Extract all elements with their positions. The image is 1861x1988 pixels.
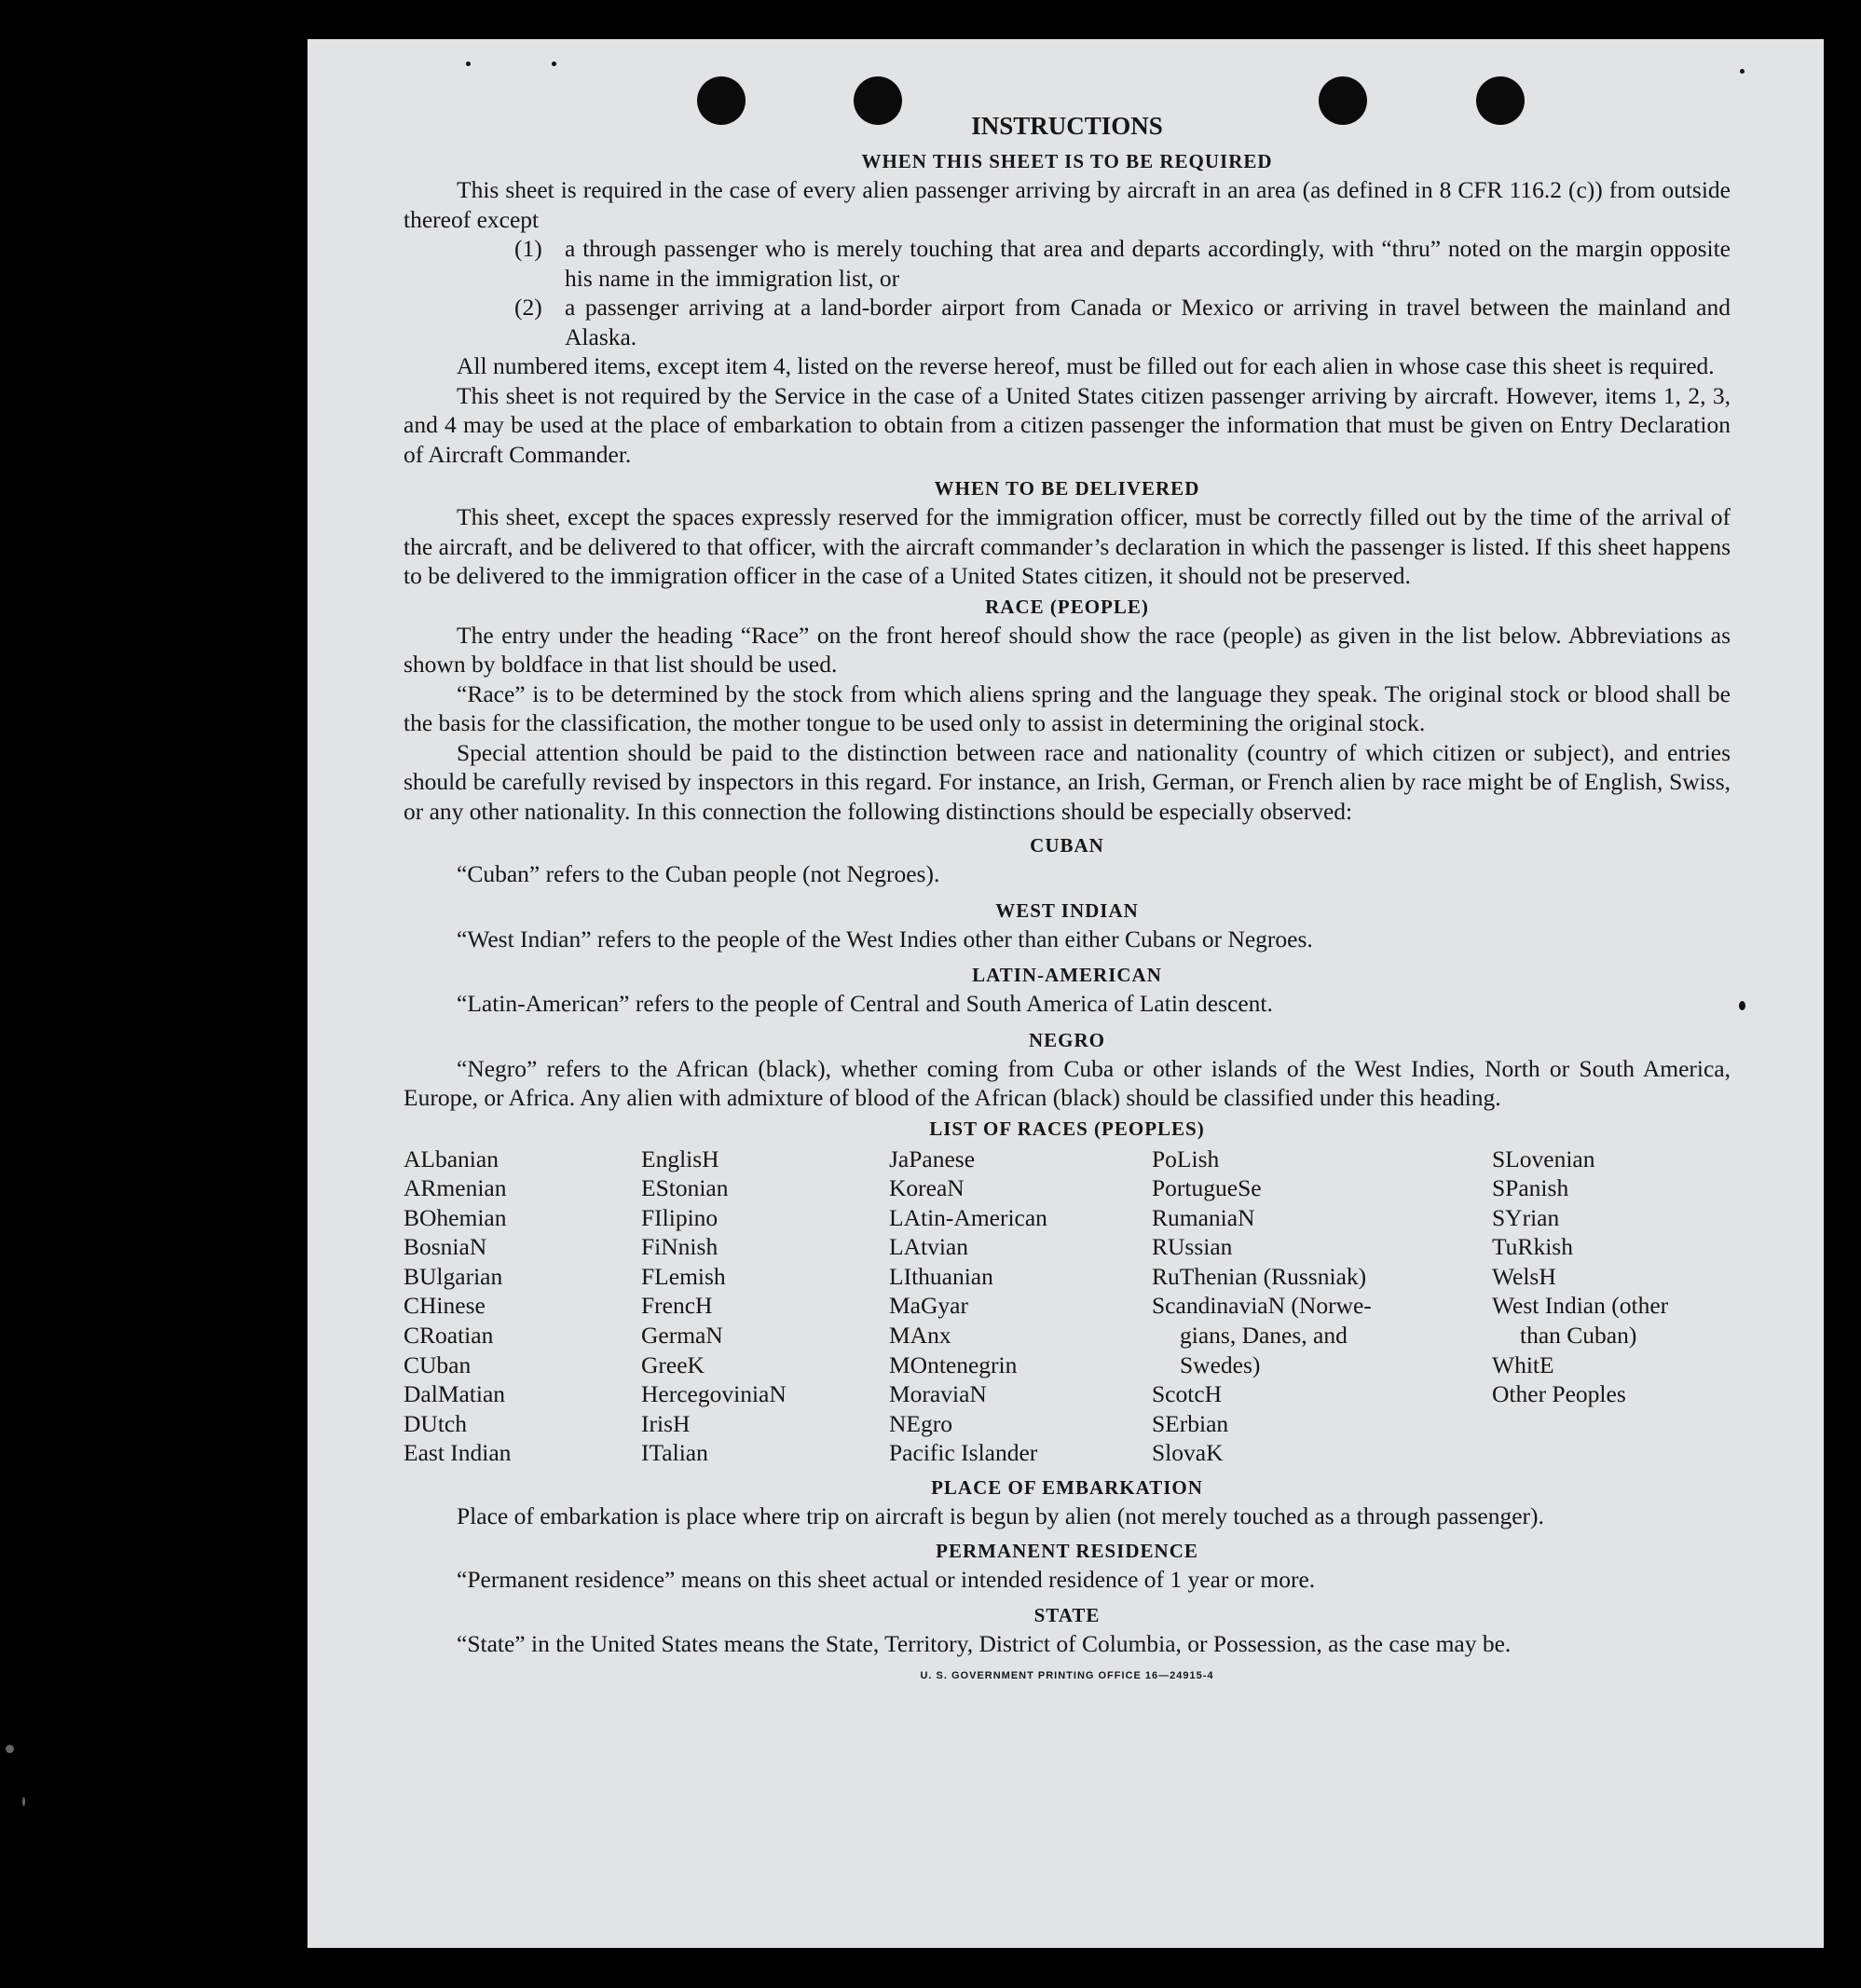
when-required-para3: This sheet is not required by the Service in the case of a United States citizen passenger arriving by aircraft. However, items 1, 2, 3, and 4 may be used at the place of embarkation to obtain from a citizen passenger the information that must be given on Entry Declaration of Aircraft Commander. (404, 381, 1731, 468)
race-entry: DalMatian (404, 1380, 506, 1408)
race-entry: RUssian (1152, 1233, 1233, 1261)
race-entry: FLemish (641, 1262, 726, 1290)
race-entry: West Indian (other (1492, 1292, 1669, 1320)
race-entry: DUtch (404, 1409, 467, 1437)
race-entry: CUban (404, 1350, 472, 1378)
race-entry: HercegoviniaN (641, 1380, 787, 1408)
heading-cuban: CUBAN (1030, 834, 1104, 857)
race-entry: GreeK (641, 1350, 705, 1378)
item-number: (1) (514, 235, 542, 262)
speck (22, 1797, 25, 1806)
race-entry: EStonian (641, 1174, 729, 1202)
race-para1: The entry under the heading “Race” on the front hereof should show the race (people) as given in the list below. Abbreviations as shown by boldface in that list should be used. (404, 621, 1731, 678)
heading-when-required: WHEN THIS SHEET IS TO BE REQUIRED (861, 150, 1273, 172)
heading-list-of-races: LIST OF RACES (PEOPLES) (929, 1117, 1205, 1140)
race-entry: MaGyar (889, 1292, 968, 1320)
race-entry: ARmenian (404, 1174, 507, 1202)
races-column (641, 1145, 889, 1469)
when-delivered-text: This sheet, except the spaces expressly reserved for the immigration officer, must be correctly filled out by the time of the arrival of the aircraft, and be delivered to that officer, with the aircraft commander’s declaration in which the passenger is listed. If this sheet happens to be delivered to the immigration officer in the case of a United States citizen, it should not be preserved. (404, 503, 1731, 589)
race-entry: FiNnish (641, 1233, 718, 1261)
printing-office-line: U. S. GOVERNMENT PRINTING OFFICE 16—24915-4 (920, 1669, 1214, 1681)
race-entry: RumaniaN (1152, 1203, 1255, 1231)
races-column (404, 1145, 641, 1469)
race-para3: Special attention should be paid to the distinction between race and nationality (country of which citizen or subject), and entries should be carefully revised by inspectors in this regard. For instance, an Irish, German, or French alien by race might be of English, Swiss, or any other nationality. In this connection the following distinctions should be especially observed: (404, 738, 1731, 825)
race-entry: LAtin-American (889, 1203, 1047, 1231)
race-entry: CHinese (404, 1292, 486, 1320)
speck (1740, 69, 1745, 74)
race-para2: “Race” is to be determined by the stock from which aliens spring and the language they speak. The original stock or blood shall be the basis for the classification, the mother tongue to be used only to assist in determining the original stock. (404, 679, 1731, 736)
race-entry: ScandinaviaN (Norwe- (1152, 1292, 1372, 1320)
heading-state: STATE (1033, 1604, 1101, 1627)
race-entry: NEgro (889, 1409, 952, 1437)
embarkation-text: Place of embarkation is place where trip on aircraft is begun by alien (not merely touched as a through passenger). (457, 1502, 1544, 1530)
cuban-text: “Cuban” refers to the Cuban people (not Negroes). (457, 860, 940, 887)
race-entry: TuRkish (1492, 1233, 1573, 1261)
race-entry: MOntenegrin (889, 1350, 1018, 1378)
heading-race: RACE (PEOPLE) (985, 595, 1149, 618)
race-entry: IrisH (641, 1409, 691, 1437)
heading-west-indian: WEST INDIAN (995, 898, 1139, 922)
race-entry: GermaN (641, 1322, 723, 1350)
heading-permanent-residence: PERMANENT RESIDENCE (936, 1539, 1198, 1562)
speck (1739, 1001, 1745, 1010)
races-column (1492, 1145, 1731, 1469)
race-entry: SLovenian (1492, 1145, 1595, 1172)
race-entry: RuThenian (Russniak) (1152, 1262, 1367, 1290)
race-entry: BUlgarian (404, 1262, 503, 1290)
race-entry: SPanish (1492, 1174, 1569, 1202)
race-entry: BosniaN (404, 1233, 487, 1261)
heading-latin-american: LATIN-AMERICAN (972, 964, 1162, 986)
speck (552, 62, 556, 66)
race-entry: KoreaN (889, 1174, 965, 1202)
heading-embarkation: PLACE OF EMBARKATION (931, 1476, 1203, 1500)
negro-text: “Negro” refers to the African (black), whether coming from Cuba or other islands of the West Indies, North or South America, Europe, or Africa. Any alien with admixture of blood of the African (black) should be classified under this heading. (404, 1054, 1731, 1111)
races-table (404, 1145, 1731, 1469)
race-entry: LAtvian (889, 1233, 968, 1261)
exception-item (404, 234, 1731, 293)
races-column (1152, 1145, 1492, 1469)
race-entry: MoraviaN (889, 1380, 987, 1408)
instructions-content (404, 110, 1731, 1681)
document-page (308, 39, 1824, 1948)
race-entry: PortugueSe (1152, 1174, 1262, 1202)
item-text: a passenger arriving at a land-border airport from Canada or Mexico or arriving in travel between the mainland and Alaska. (565, 294, 1731, 350)
race-entry: ALbanian (404, 1145, 499, 1172)
race-entry: Pacific Islander (889, 1439, 1038, 1467)
when-required-intro: This sheet is required in the case of every alien passenger arriving by aircraft in an area (as defined in 8 CFR 116.2 (c)) from outside thereof except (404, 176, 1731, 233)
race-entry: ScotcH (1152, 1380, 1223, 1408)
race-entry: CRoatian (404, 1322, 494, 1350)
race-entry: gians, Danes, and (1180, 1322, 1348, 1350)
race-entry: PoLish (1152, 1145, 1220, 1172)
heading-when-delivered: WHEN TO BE DELIVERED (934, 477, 1200, 500)
race-entry: Other Peoples (1492, 1380, 1626, 1408)
item-number: (2) (514, 294, 542, 321)
race-entry: SYrian (1492, 1203, 1560, 1231)
race-entry: BOhemian (404, 1203, 507, 1231)
race-entry: EnglisH (641, 1145, 719, 1172)
races-column (889, 1145, 1152, 1469)
race-entry: Swedes) (1180, 1350, 1261, 1378)
race-entry: than Cuban) (1520, 1322, 1637, 1350)
race-entry: WhitE (1492, 1350, 1554, 1378)
race-entry: SErbian (1152, 1409, 1229, 1437)
speck (466, 62, 471, 66)
west-indian-text: “West Indian” refers to the people of the West Indies other than either Cubans or Negroes. (457, 925, 1313, 953)
race-entry: FrencH (641, 1292, 713, 1320)
latin-american-text: “Latin-American” refers to the people of Central and South America of Latin descent. (457, 990, 1273, 1017)
race-entry: JaPanese (889, 1145, 976, 1172)
when-required-para2: All numbered items, except item 4, listed on the reverse hereof, must be filled out for each alien in whose case this sheet is required. (457, 352, 1715, 379)
race-entry: East Indian (404, 1439, 512, 1467)
residence-text: “Permanent residence” means on this sheet actual or intended residence of 1 year or more. (457, 1565, 1316, 1593)
race-entry: MAnx (889, 1322, 951, 1350)
state-text: “State” in the United States means the State, Territory, District of Columbia, or Possession, as the case may be. (457, 1630, 1512, 1658)
race-entry: FIlipino (641, 1203, 718, 1231)
page-title: INSTRUCTIONS (971, 112, 1163, 140)
race-entry: LIthuanian (889, 1262, 993, 1290)
exception-item (404, 293, 1731, 351)
race-entry: ITalian (641, 1439, 708, 1467)
speck (6, 1745, 14, 1753)
race-entry: SlovaK (1152, 1439, 1224, 1467)
item-text: a through passenger who is merely touching that area and departs accordingly, with “thru” noted on the margin opposite his name in the immigration list, or (565, 235, 1731, 292)
heading-negro: NEGRO (1028, 1028, 1105, 1051)
race-entry: WelsH (1492, 1262, 1556, 1290)
